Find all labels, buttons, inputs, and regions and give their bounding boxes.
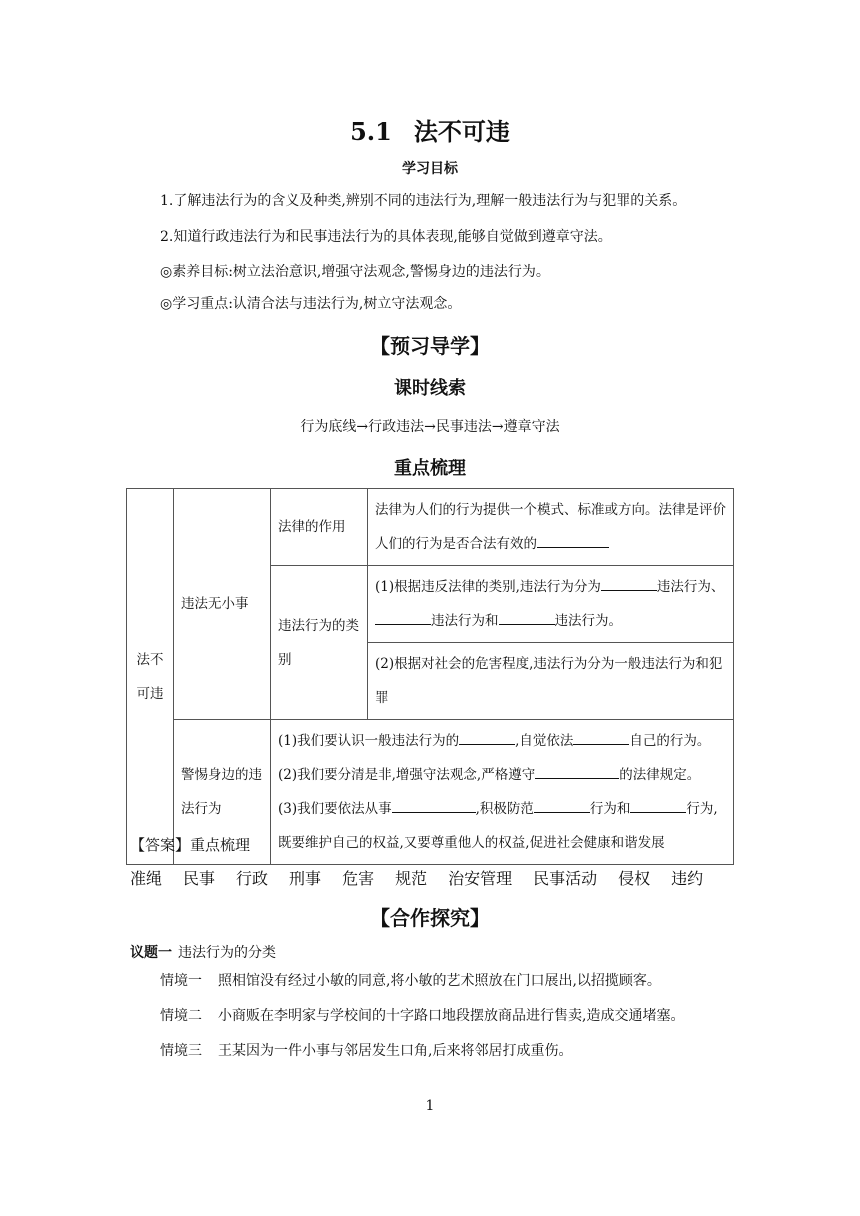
scene-1 — [160, 970, 661, 990]
scene-label: 情境一 — [160, 973, 202, 989]
answer-item: 违约 — [671, 869, 704, 888]
section-preview-heading: 【预习导学】 — [370, 334, 490, 358]
text-segment: ,积极防范 — [475, 801, 534, 817]
review-heading: 重点梳理 — [394, 458, 466, 479]
row-content-violation-types-a — [368, 566, 734, 643]
answer-item: 侵权 — [618, 869, 651, 888]
page-title — [0, 112, 860, 147]
answer-item: 准绳 — [130, 869, 163, 888]
fill-blank — [392, 798, 476, 813]
topic-text: 违法行为的分类 — [178, 945, 276, 961]
answer-item: 治安管理 — [448, 869, 513, 888]
row-content-law-function — [368, 489, 734, 566]
text-segment: 的法律规定。 — [619, 767, 701, 783]
answer-item: 行政 — [236, 869, 269, 888]
law-function-text: 法律为人们的行为提供一个模式、标准或方向。法律是评价人们的行为是否合法有效的 — [375, 502, 726, 552]
answer-list — [130, 866, 724, 889]
branch-no-minor-violation: 违法无小事 — [174, 489, 271, 720]
text-segment: ,自觉依法 — [515, 733, 574, 749]
goal-2: 2.知道行政违法行为和民事违法行为的具体表现,能够自觉做到遵章守法。 — [160, 229, 612, 245]
answer-item: 民事 — [183, 869, 216, 888]
thread-heading: 课时线索 — [394, 378, 466, 399]
row-content-violation-types-b: (2)根据对社会的危害程度,违法行为分为一般违法行为和犯罪 — [368, 643, 734, 720]
table-root-cell: 法不可违 — [127, 489, 174, 865]
thread-text: 行为底线→行政违法→民事违法→遵章守法 — [300, 419, 560, 435]
scene-text: 照相馆没有经过小敏的同意,将小敏的艺术照放在门口展出,以招揽顾客。 — [218, 973, 661, 989]
scene-text: 小商贩在李明家与学校间的十字路口地段摆放商品进行售卖,造成交通堵塞。 — [218, 1008, 685, 1024]
text-segment: 违法行为、 — [656, 579, 725, 595]
fill-blank — [375, 610, 431, 625]
answer-item: 规范 — [395, 869, 428, 888]
scene-3 — [160, 1040, 572, 1060]
section-coop-heading: 【合作探究】 — [370, 906, 490, 930]
text-segment: (1)我们要认识一般违法行为的 — [278, 733, 460, 749]
text-segment: (2)我们要分清是非,增强守法观念,严格遵守 — [278, 767, 536, 783]
fill-blank — [459, 730, 515, 745]
goal-focus: ◎学习重点:认清合法与违法行为,树立守法观念。 — [160, 296, 462, 312]
review-table — [126, 488, 734, 865]
title-text: 法不可违 — [413, 117, 510, 146]
text-segment: 行为和 — [589, 801, 631, 817]
row-content-beware — [271, 720, 734, 865]
title-number: 5.1 — [350, 117, 392, 146]
table-row — [127, 489, 734, 566]
fill-blank — [630, 798, 686, 813]
learning-goals-heading: 学习目标 — [402, 161, 458, 177]
row-label-violation-types: 违法行为的类别 — [271, 566, 368, 720]
text-segment: 自己的行为。 — [629, 733, 711, 749]
fill-blank — [534, 798, 590, 813]
text-segment: 违法行为和 — [431, 613, 499, 629]
topic-label: 议题一 — [130, 945, 172, 961]
branch-beware-violations: 警惕身边的违法行为 — [174, 720, 271, 865]
fill-blank — [499, 610, 555, 625]
scene-2 — [160, 1005, 684, 1025]
text-segment: 行为,既要维护自己的权益,又要尊重他人的权益,促进社会健康和谐发展 — [278, 801, 718, 851]
topic-line — [130, 942, 276, 962]
page-number: 1 — [425, 1098, 435, 1114]
text-segment: (3)我们要依法从事 — [278, 801, 392, 817]
fill-blank — [537, 533, 609, 548]
scene-label: 情境三 — [160, 1043, 202, 1059]
fill-blank — [601, 576, 657, 591]
answer-item: 危害 — [342, 869, 375, 888]
goal-literacy: ◎素养目标:树立法治意识,增强守法观念,警惕身边的违法行为。 — [160, 264, 550, 280]
text-segment: (1)根据违反法律的类别,违法行为分为 — [375, 579, 601, 595]
text-segment: 违法行为。 — [554, 613, 622, 629]
answer-item: 刑事 — [289, 869, 322, 888]
scene-label: 情境二 — [160, 1008, 202, 1024]
scene-text: 王某因为一件小事与邻居发生口角,后来将邻居打成重伤。 — [218, 1043, 573, 1059]
fill-blank — [535, 764, 619, 779]
row-label-law-function: 法律的作用 — [271, 489, 368, 566]
answer-item: 民事活动 — [533, 869, 598, 888]
fill-blank — [573, 730, 629, 745]
answer-heading: 【答案】重点梳理 — [130, 836, 251, 854]
goal-1: 1.了解违法行为的含义及种类,辨别不同的违法行为,理解一般违法行为与犯罪的关系。 — [160, 193, 687, 209]
